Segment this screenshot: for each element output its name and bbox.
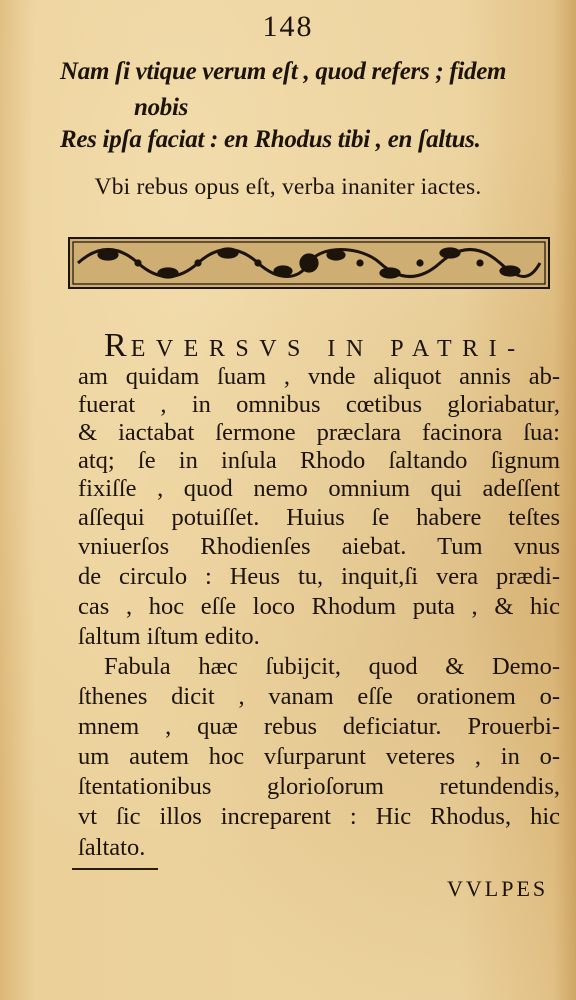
fable-opening-line	[104, 327, 560, 365]
fable-line: vniuerſos Rhodienſes aiebat. Tum vnus	[78, 533, 560, 560]
fable-line: ſtentationibus glorioſorum retundendis,	[78, 773, 560, 800]
fable-line: mnem , quæ rebus deficiatur. Prouerbi-	[78, 713, 560, 740]
fable-line: ſaltato.	[78, 834, 146, 861]
moral-line: Vbi rebus opus eſt, verba inaniter iactes.	[94, 174, 482, 200]
fable-line: um autem hoc vſurparunt veteres , in o-	[78, 743, 560, 770]
fable-line: & iactabat ſermone præclara facinora ſua:	[78, 419, 560, 446]
fable-line: atq; ſe in inſula Rhodo ſaltando ſignum	[78, 447, 560, 474]
fable-line: de circulo : Heus tu, inquit,ſi vera prædi-	[78, 563, 560, 590]
fable-line: vt ſic illos increparent : Hic Rhodus, hic	[78, 803, 560, 830]
verse-line-1-continuation: nobis	[134, 94, 189, 121]
fable-line: fuerat , in omnibus cœtibus gloriabatur,	[78, 391, 560, 418]
catchword: VVLPES	[447, 876, 549, 901]
verse-line-2: Res ipſa faciat : en Rhodus tibi , en ſaltus.	[60, 126, 481, 153]
ink-rule	[72, 868, 158, 870]
page-number: 148	[262, 10, 314, 43]
fable-line: ſthenes dicit , vanam eſſe orationem o-	[78, 683, 560, 710]
drop-initial: R	[104, 327, 131, 364]
fable-line: am quidam ſuam , vnde aliquot annis ab-	[78, 363, 560, 390]
fable-line: fixiſſe , quod nemo omnium qui adeſſent	[78, 475, 560, 502]
fable-line: Fabula hæc ſubijcit, quod & Demo-	[104, 653, 560, 680]
floral-ornament-band-icon	[68, 237, 550, 289]
opening-small-caps: EVERSVS IN PATRI-	[130, 336, 526, 362]
verse-line-1: Nam ſi vtique verum eſt , quod refers ; fidem	[60, 58, 507, 85]
fable-line: aſſequi potuiſſet. Huius ſe habere teſtes	[78, 504, 560, 531]
fable-line: cas , hoc eſſe loco Rhodum puta , & hic	[78, 593, 560, 620]
fable-line: ſaltum iſtum edito.	[78, 623, 260, 650]
